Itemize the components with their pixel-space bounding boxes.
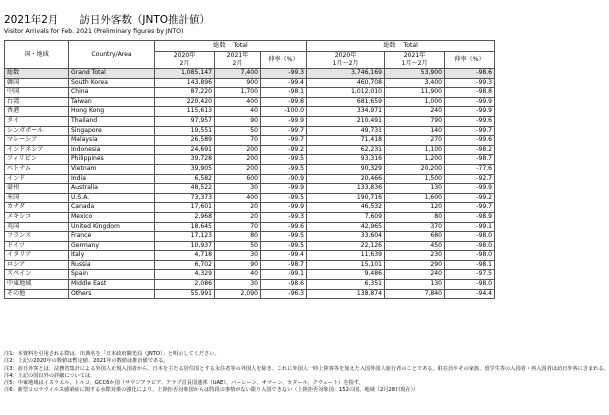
cell-value-2020-feb: 220,420 — [155, 97, 215, 107]
cell-value-2020-feb: 19,551 — [155, 126, 215, 136]
cell-rate-feb: -99.1 — [261, 270, 307, 280]
cell-value-2021-feb: 90 — [215, 260, 261, 270]
table-row — [5, 155, 495, 165]
cell-rate-cum: -97.5 — [445, 270, 495, 280]
cell-value-2020-feb: 17,123 — [155, 232, 215, 242]
cell-value-2021-feb: 70 — [215, 136, 261, 146]
cell-region-en: Grand Total — [69, 69, 155, 79]
cell-value-2021-feb: 200 — [215, 164, 261, 174]
cell-value-2020-feb: 1,085,147 — [155, 69, 215, 79]
table-row — [5, 184, 495, 194]
cell-value-2020-cum: 334,971 — [307, 107, 385, 117]
cell-value-2021-feb: 80 — [215, 232, 261, 242]
cell-value-2021-feb: 600 — [215, 174, 261, 184]
cell-value-2020-cum: 49,731 — [307, 126, 385, 136]
table-row — [5, 174, 495, 184]
cell-region-jp: ドイツ — [5, 241, 69, 251]
table-row — [5, 78, 495, 88]
cell-rate-cum: -98.0 — [445, 241, 495, 251]
cell-rate-feb: -99.5 — [261, 155, 307, 165]
cell-value-2020-cum: 15,101 — [307, 260, 385, 270]
cell-rate-cum: -99.3 — [445, 78, 495, 88]
cell-value-2020-cum: 11,639 — [307, 251, 385, 261]
cell-rate-feb: -99.9 — [261, 203, 307, 213]
cell-rate-feb: -98.6 — [261, 280, 307, 290]
cell-value-2021-cum: 53,900 — [385, 69, 445, 79]
cell-rate-feb: -99.5 — [261, 164, 307, 174]
cell-rate-feb: -99.8 — [261, 97, 307, 107]
cell-rate-feb: -98.7 — [261, 260, 307, 270]
cell-value-2021-cum: 240 — [385, 107, 445, 117]
cell-region-jp: 台湾 — [5, 97, 69, 107]
cell-rate-cum: -94.4 — [445, 289, 495, 299]
table-row — [5, 145, 495, 155]
cell-value-2020-cum: 9,486 — [307, 270, 385, 280]
document-subtitle: Visitor Arrivals for Feb. 2021 (Preliminary figures by JNTO) — [4, 28, 184, 35]
cell-value-2021-cum: 680 — [385, 232, 445, 242]
cell-region-en: India — [69, 174, 155, 184]
cell-rate-feb: -90.9 — [261, 174, 307, 184]
cell-value-2021-cum: 290 — [385, 260, 445, 270]
cell-region-jp: 韓国 — [5, 78, 69, 88]
cell-region-en: Canada — [69, 203, 155, 213]
cell-region-jp: 中東地域 — [5, 280, 69, 290]
cell-value-2021-cum: 120 — [385, 203, 445, 213]
cell-region-jp: インド — [5, 174, 69, 184]
cell-region-en: Thailand — [69, 116, 155, 126]
cell-value-2021-cum: 140 — [385, 126, 445, 136]
cell-value-2020-cum: 1,012,010 — [307, 88, 385, 98]
cell-region-jp: スペイン — [5, 270, 69, 280]
cell-value-2021-cum: 1,000 — [385, 97, 445, 107]
group-header-cumulative: 総数 Total — [307, 41, 495, 52]
cell-rate-feb: -96.3 — [261, 289, 307, 299]
cell-value-2020-cum: 42,965 — [307, 222, 385, 232]
cell-rate-cum: -98.0 — [445, 232, 495, 242]
cell-rate-cum: -77.6 — [445, 164, 495, 174]
cell-value-2021-feb: 50 — [215, 126, 261, 136]
cell-value-2020-cum: 46,532 — [307, 203, 385, 213]
cell-rate-feb: -100.0 — [261, 107, 307, 117]
cell-region-en: Spain — [69, 270, 155, 280]
cell-region-jp: 香港 — [5, 107, 69, 117]
cell-value-2021-feb: 40 — [215, 270, 261, 280]
cell-region-en: Others — [69, 289, 155, 299]
header-row-1 — [5, 41, 495, 52]
cell-rate-cum: -99.6 — [445, 116, 495, 126]
cell-value-2021-feb: 90 — [215, 116, 261, 126]
table-row — [5, 136, 495, 146]
cell-rate-cum: -92.7 — [445, 174, 495, 184]
cell-value-2021-cum: 230 — [385, 251, 445, 261]
cell-rate-feb: -99.3 — [261, 69, 307, 79]
cell-value-2020-cum: 210,491 — [307, 116, 385, 126]
group-header-feb: 総数 Total — [155, 41, 307, 52]
cell-value-2020-feb: 48,522 — [155, 184, 215, 194]
cell-value-2020-cum: 62,231 — [307, 145, 385, 155]
cell-value-2020-cum: 7,609 — [307, 212, 385, 222]
cell-value-2020-cum: 460,708 — [307, 78, 385, 88]
cell-value-2021-feb: 70 — [215, 222, 261, 232]
cell-rate-feb: -99.5 — [261, 232, 307, 242]
cell-region-jp: 総数 — [5, 69, 69, 79]
cell-region-en: Hong Kong — [69, 107, 155, 117]
cell-region-en: Malaysia — [69, 136, 155, 146]
cell-value-2021-feb: 50 — [215, 241, 261, 251]
note-line: 注3：訪日外客とは、法務省集計による外国人正規入国者から、日本を主たる居住国とする永住者等の外国人を除き、これに外国人一時上陸客等を加えた入国外国人旅行者のことである。駐在員やその家族、留学生等の入国者・再入国者は訪日外客に含まれる。 — [4, 365, 609, 372]
table-row — [5, 280, 495, 290]
table-row — [5, 241, 495, 251]
cell-region-en: United Kingdom — [69, 222, 155, 232]
col-header-rate-cum: 伸率（%） — [445, 52, 495, 69]
cell-value-2020-cum: 6,351 — [307, 280, 385, 290]
cell-value-2020-feb: 39,728 — [155, 155, 215, 165]
cell-region-en: Philippines — [69, 155, 155, 165]
cell-value-2020-feb: 39,905 — [155, 164, 215, 174]
cell-value-2020-feb: 97,957 — [155, 116, 215, 126]
cell-rate-cum: -99.9 — [445, 97, 495, 107]
cell-value-2020-feb: 2,968 — [155, 212, 215, 222]
cell-value-2020-cum: 22,126 — [307, 241, 385, 251]
col-header-region-jp: 国・地域 — [5, 41, 69, 69]
table-row — [5, 193, 495, 203]
cell-value-2021-feb: 30 — [215, 251, 261, 261]
cell-value-2021-feb: 20 — [215, 203, 261, 213]
cell-region-en: Taiwan — [69, 97, 155, 107]
cell-value-2020-cum: 93,316 — [307, 155, 385, 165]
cell-region-en: Middle East — [69, 280, 155, 290]
cell-region-jp: 中国 — [5, 88, 69, 98]
cell-region-en: Vietnam — [69, 164, 155, 174]
cell-value-2021-cum: 80 — [385, 212, 445, 222]
cell-rate-cum: -98.1 — [445, 260, 495, 270]
cell-region-jp: ベトナム — [5, 164, 69, 174]
table-row — [5, 270, 495, 280]
cell-value-2020-feb: 17,601 — [155, 203, 215, 213]
cell-region-jp: 豪州 — [5, 184, 69, 194]
cell-value-2020-cum: 138,874 — [307, 289, 385, 299]
cell-region-en: Russia — [69, 260, 155, 270]
cell-rate-feb: -99.9 — [261, 116, 307, 126]
cell-rate-cum: -98.0 — [445, 251, 495, 261]
cell-rate-feb: -99.9 — [261, 184, 307, 194]
cell-region-jp: インドネシア — [5, 145, 69, 155]
cell-value-2020-cum: 681,659 — [307, 97, 385, 107]
note-line: 注2：上記の2020年の数値は暫定値、2021年の数値は推計値である。 — [4, 358, 169, 365]
document-title: 2021年2月 訪日外客数（JNTO推計値） — [4, 14, 211, 26]
cell-value-2021-feb: 900 — [215, 78, 261, 88]
cell-value-2020-feb: 4,329 — [155, 270, 215, 280]
cell-value-2021-cum: 130 — [385, 184, 445, 194]
cell-value-2020-feb: 73,373 — [155, 193, 215, 203]
cell-value-2020-feb: 18,645 — [155, 222, 215, 232]
cell-region-jp: フィリピン — [5, 155, 69, 165]
cell-region-en: Italy — [69, 251, 155, 261]
cell-value-2021-feb: 7,400 — [215, 69, 261, 79]
cell-value-2021-feb: 200 — [215, 155, 261, 165]
cell-rate-feb: -99.3 — [261, 212, 307, 222]
cell-value-2020-feb: 26,589 — [155, 136, 215, 146]
table-row — [5, 97, 495, 107]
cell-value-2020-cum: 190,716 — [307, 193, 385, 203]
cell-value-2021-cum: 3,400 — [385, 78, 445, 88]
table-body — [5, 41, 495, 299]
cell-value-2021-cum: 450 — [385, 241, 445, 251]
cell-rate-cum: -98.2 — [445, 145, 495, 155]
cell-region-en: South Korea — [69, 78, 155, 88]
cell-rate-cum: -99.2 — [445, 193, 495, 203]
cell-region-jp: イタリア — [5, 251, 69, 261]
cell-value-2021-cum: 1,500 — [385, 174, 445, 184]
cell-value-2021-cum: 7,840 — [385, 289, 445, 299]
table-row — [5, 251, 495, 261]
cell-value-2021-cum: 11,900 — [385, 88, 445, 98]
cell-region-en: China — [69, 88, 155, 98]
cell-value-2021-feb: 30 — [215, 184, 261, 194]
cell-rate-cum: -98.7 — [445, 155, 495, 165]
cell-value-2021-feb: 400 — [215, 97, 261, 107]
cell-value-2021-feb: 40 — [215, 107, 261, 117]
cell-value-2021-feb: 30 — [215, 280, 261, 290]
cell-value-2020-feb: 55,991 — [155, 289, 215, 299]
note-line: 注4：上記の国以外の詳細については、 — [4, 372, 96, 379]
cell-value-2021-cum: 270 — [385, 136, 445, 146]
cell-region-jp: カナダ — [5, 203, 69, 213]
cell-region-jp: メキシコ — [5, 212, 69, 222]
col-header-region-en: Country/Area — [69, 41, 155, 69]
cell-value-2021-cum: 130 — [385, 280, 445, 290]
table-row — [5, 203, 495, 213]
cell-value-2020-feb: 6,702 — [155, 260, 215, 270]
note-line: 注5：中東地域はイスラエル、トルコ、GCC6か国（サウジアラビア、アラブ首長国連邦（UAE）、バーレーン、オマーン、カタール、クウェート）を指す。 — [4, 380, 364, 387]
cell-rate-feb: -99.4 — [261, 78, 307, 88]
table-row — [5, 164, 495, 174]
cell-value-2021-feb: 2,090 — [215, 289, 261, 299]
cell-region-jp: ロシア — [5, 260, 69, 270]
cell-rate-cum: -99.9 — [445, 107, 495, 117]
cell-value-2020-cum: 90,329 — [307, 164, 385, 174]
cell-region-en: Indonesia — [69, 145, 155, 155]
cell-region-jp: 米国 — [5, 193, 69, 203]
col-header-rate-feb: 伸率（%） — [261, 52, 307, 69]
col-header-2021-feb: 2021年 2月 — [215, 52, 261, 69]
cell-region-jp: タイ — [5, 116, 69, 126]
cell-rate-feb: -99.2 — [261, 145, 307, 155]
cell-rate-feb: -99.5 — [261, 241, 307, 251]
table-row — [5, 289, 495, 299]
cell-value-2020-feb: 10,937 — [155, 241, 215, 251]
cell-value-2020-feb: 2,086 — [155, 280, 215, 290]
cell-rate-feb: -99.6 — [261, 222, 307, 232]
cell-value-2021-cum: 1,600 — [385, 193, 445, 203]
cell-value-2020-feb: 87,220 — [155, 88, 215, 98]
cell-rate-cum: -99.7 — [445, 126, 495, 136]
cell-rate-feb: -99.7 — [261, 136, 307, 146]
cell-rate-feb: -99.4 — [261, 251, 307, 261]
cell-rate-cum: -98.8 — [445, 88, 495, 98]
col-header-2020-feb: 2020年 2月 — [155, 52, 215, 69]
cell-region-en: France — [69, 232, 155, 242]
cell-region-jp: フランス — [5, 232, 69, 242]
cell-region-en: Australia — [69, 184, 155, 194]
table-row — [5, 116, 495, 126]
cell-value-2021-feb: 200 — [215, 145, 261, 155]
cell-rate-cum: -98.9 — [445, 212, 495, 222]
cell-rate-cum: -99.9 — [445, 184, 495, 194]
cell-region-en: Mexico — [69, 212, 155, 222]
cell-value-2020-feb: 115,613 — [155, 107, 215, 117]
cell-rate-cum: -99.7 — [445, 203, 495, 213]
cell-value-2020-cum: 3,746,169 — [307, 69, 385, 79]
cell-region-jp: マレーシア — [5, 136, 69, 146]
cell-value-2021-feb: 20 — [215, 212, 261, 222]
cell-value-2020-feb: 24,691 — [155, 145, 215, 155]
cell-value-2021-cum: 240 — [385, 270, 445, 280]
table-row — [5, 88, 495, 98]
cell-value-2020-cum: 20,466 — [307, 174, 385, 184]
cell-region-en: Singapore — [69, 126, 155, 136]
cell-rate-feb: -99.7 — [261, 126, 307, 136]
visitor-arrivals-table — [4, 40, 495, 299]
table-row — [5, 222, 495, 232]
cell-value-2020-cum: 71,418 — [307, 136, 385, 146]
cell-value-2020-feb: 4,718 — [155, 251, 215, 261]
cell-rate-cum: -99.6 — [445, 136, 495, 146]
cell-rate-cum: -98.6 — [445, 69, 495, 79]
cell-value-2020-feb: 143,896 — [155, 78, 215, 88]
cell-region-jp: 英国 — [5, 222, 69, 232]
total-row — [5, 69, 495, 79]
cell-value-2021-cum: 1,100 — [385, 145, 445, 155]
cell-rate-cum: -98.0 — [445, 280, 495, 290]
note-line: 注1：本資料を引用される際は、出典名を「日本政府観光局（JNTO）」と明示してください。 — [4, 351, 220, 357]
col-header-2021-cum: 2021年 1月～2月 — [385, 52, 445, 69]
cell-region-en: Germany — [69, 241, 155, 251]
cell-value-2021-feb: 1,700 — [215, 88, 261, 98]
cell-value-2021-cum: 1,200 — [385, 155, 445, 165]
cell-value-2021-feb: 400 — [215, 193, 261, 203]
table-row — [5, 232, 495, 242]
cell-region-en: U.S.A. — [69, 193, 155, 203]
cell-value-2020-cum: 33,604 — [307, 232, 385, 242]
table-row — [5, 107, 495, 117]
table-row — [5, 126, 495, 136]
cell-rate-feb: -99.5 — [261, 193, 307, 203]
cell-region-jp: シンガポール — [5, 126, 69, 136]
note-line: 注6：新型コロナウイルス感染症に関する水際対策の強化により、上陸拒否対象国からは特段の事情がない限り入国できない（上陸拒否対象国：152の国、地域（2月28日現在）） — [4, 387, 419, 394]
cell-value-2021-cum: 20,200 — [385, 164, 445, 174]
table-row — [5, 212, 495, 222]
cell-rate-cum: -99.1 — [445, 222, 495, 232]
cell-value-2021-cum: 790 — [385, 116, 445, 126]
cell-rate-feb: -98.1 — [261, 88, 307, 98]
cell-value-2020-feb: 6,582 — [155, 174, 215, 184]
col-header-2020-cum: 2020年 1月～2月 — [307, 52, 385, 69]
table-row — [5, 260, 495, 270]
cell-value-2020-cum: 133,836 — [307, 184, 385, 194]
cell-value-2021-cum: 370 — [385, 222, 445, 232]
notes-section — [4, 351, 609, 395]
cell-region-jp: その他 — [5, 289, 69, 299]
